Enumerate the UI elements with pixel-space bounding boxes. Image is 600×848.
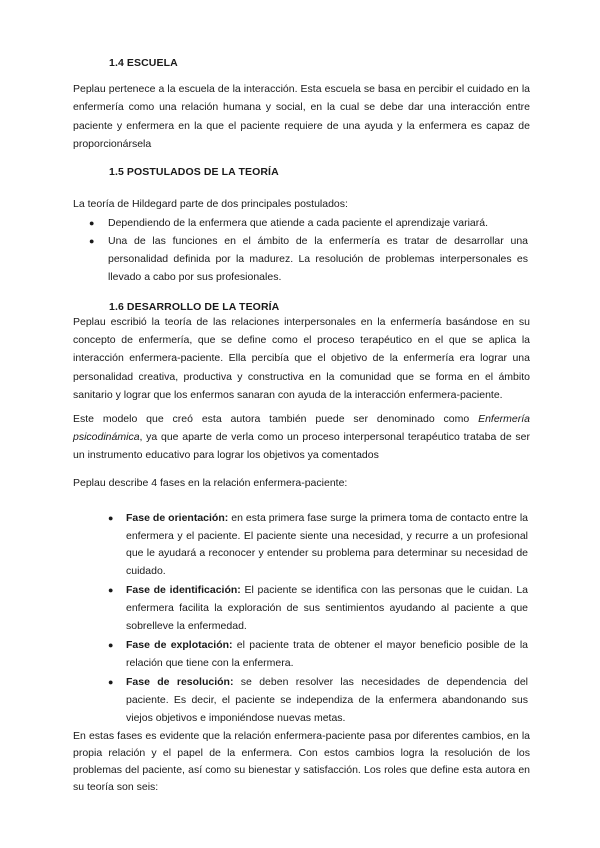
paragraph-roles: En estas fases es evidente que la relación enfermera-paciente pasa por diferentes cambios, en la propia relación y el papel de la enfermera. Con estos cambios logra la resolución de los problemas del paciente, así como su bienestar y satisfacción. Los roles que define esta autora en su teoría son seis: [73,730,530,793]
bullet-icon: ● [108,513,114,523]
list-item [89,215,528,233]
bullet-icon: ● [108,677,114,688]
paragraph-escuela: Peplau pertenece a la escuela de la interacción. Esta escuela se basa en percibir el cuidado en la enfermería como una relación humana y social, en la cual se debe dar una interacción entre paciente y enfermera en la que el paciente requiere de una ayuda y la enfermera es capaz de proporcionársela [73,83,530,151]
list-item-text: Dependiendo de la enfermera que atiende a cada paciente el aprendizaje variará. [108,217,489,229]
section-heading-postulados: 1.5 POSTULADOS DE LA TEORÍA [109,166,279,178]
phase-description: en esta primera fase surge la primera toma de contacto entre la enfermera y el paciente. El paciente siente una necesidad, y recurre a un profesional que le ayudará a reconocer y entender su problema para determinar su necesidad de cuidado. [126,512,528,577]
phase-term: Fase de orientación: [126,512,229,524]
list-item [108,510,528,580]
phase-description: El paciente se identifica con las personas que le cuidan. La enfermera facilita la exploración de sus sentimientos ayudando al paciente a que sobrelleve la enfermedad. [126,584,528,632]
list-item [89,233,528,287]
bullet-icon: ● [108,640,114,651]
list-item [108,582,528,635]
paragraph-fases-intro: Peplau describe 4 fases en la relación enfermera-paciente: [73,477,348,489]
bullet-icon: ● [108,585,114,596]
list-item [108,637,528,672]
phase-description: el paciente trata de obtener el mayor beneficio posible de la relación que tiene con la enfermera. [126,639,528,669]
bullet-icon: ● [89,218,95,228]
phases-list [108,510,528,729]
section-heading-escuela: 1.4 ESCUELA [109,57,178,69]
phase-term: Fase de identificación: [126,584,241,597]
phase-description: se deben resolver las necesidades de dependencia del paciente. Es decir, el paciente se independiza de la enfermera abandonando sus viejos objetivos e imponiéndose nuevas metas. [126,676,528,724]
phase-term: Fase de resolución: [126,676,234,689]
list-item [108,674,528,727]
postulados-intro: La teoría de Hildegard parte de dos principales postulados: [73,198,348,210]
section-heading-desarrollo: 1.6 DESARROLLO DE LA TEORÍA [109,301,280,313]
emphasis-term: Enfermería psicodinámica [73,413,530,444]
paragraph-desarrollo-1: Peplau escribió la teoría de las relaciones interpersonales en la enfermería basándose en su concepto de enfermería, que se define como el proceso terapéutico en el que se aplica la interacción enfermera-paciente. Ella percibía que el objetivo de la enfermería era lograr una personalidad creativa, productiva y constructiva en la comunidad que se forma en el ámbito sanitario y lograr que los enfermos sanaran con ayuda de la interacción enfermera-paciente. [73,316,530,401]
list-item-text: Una de las funciones en el ámbito de la enfermería es tratar de desarrollar una personalidad definida por la madurez. La resolución de problemas interpersonales es llevado a cabo por sus profesionales. [108,234,528,283]
paragraph-text: Este modelo que creó esta autora también puede ser denominado como [73,413,479,425]
paragraph-text: , ya que aparte de verla como un proceso interpersonal terapéutico trataba de ser un instrumento educativo para lograr los objetivos ya comentados [73,431,530,462]
phase-term: Fase de explotación: [126,639,233,652]
postulados-list [89,215,528,287]
paragraph-desarrollo-2 [73,410,530,465]
bullet-icon: ● [89,235,95,246]
